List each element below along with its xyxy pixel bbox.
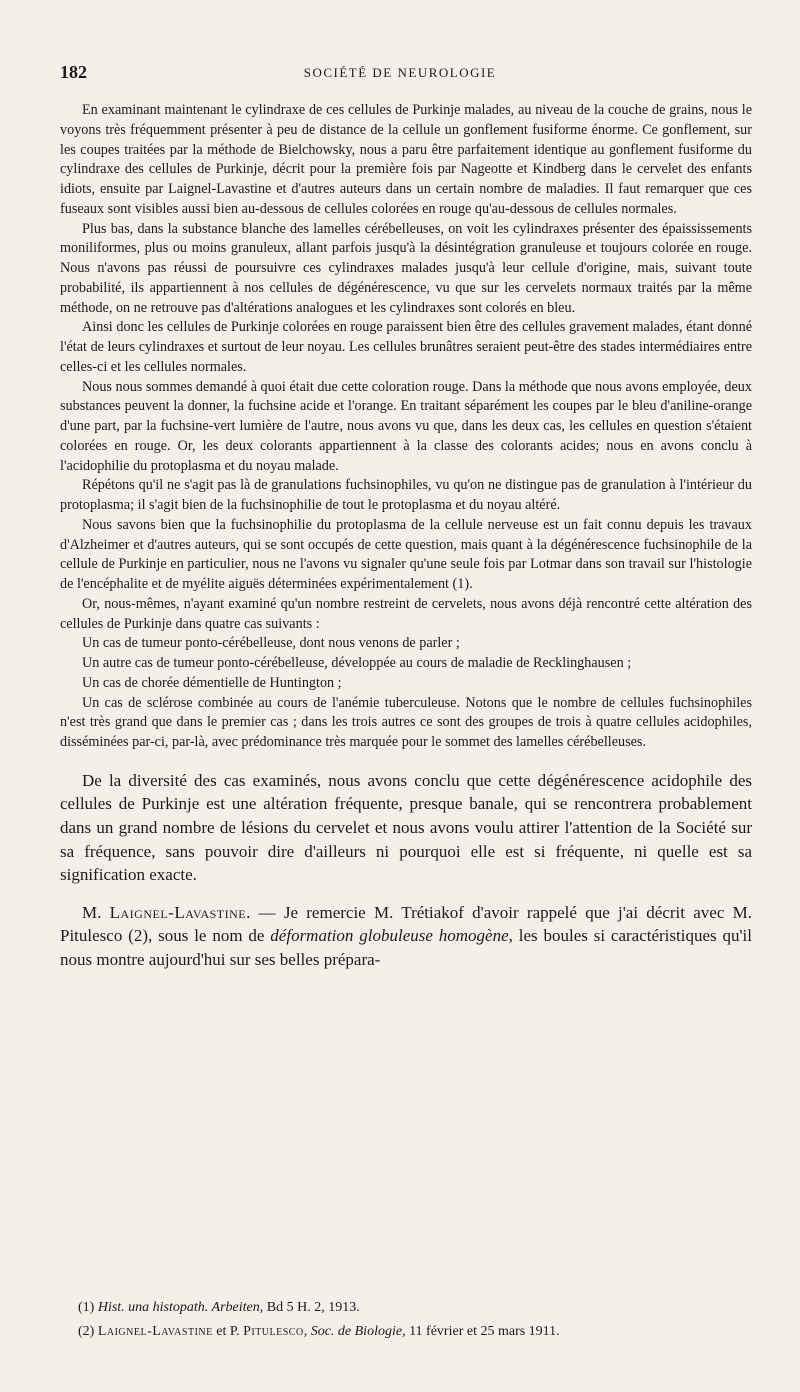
- footnote-author: Laignel-Lavastine: [97, 1324, 213, 1339]
- list-item: Un cas de chorée démentielle de Huntington ;: [82, 674, 342, 691]
- discussion-paragraph: [60, 901, 752, 972]
- paragraph: Ainsi donc les cellules de Purkinje colorées en rouge paraissent bien être des cellules gravement malades, étant donné l'état de leurs cylindraxes et surtout de leur noyau. Les cellules brunâtres seraient peut-être des stades intermédiaires entre celles-ci et les cellules normales.: [60, 319, 752, 375]
- paragraph: En examinant maintenant le cylindraxe de ces cellules de Purkinje malades, au niveau de la couche de grains, nous le voyons très fréquemment présenter à peu de distance de la cellule un gonflement fusiforme énorme. Ce gonflement, sur les coupes traitées par la méthode de Bielchowsky, nous a paru être parfaitement identique au gonflement fusiforme du cylindraxe des cellules de Purkinje, décrit pour la première fois par Nageotte et Kindberg dans le cervelet des enfants idiots, ensuite par Laignel-Lavastine et d'autres auteurs dans un certain nombre de maladies. Il faut remarquer que ces fuseaux sont visibles aussi bien au-dessous de cellules colorées en rouge qu'au-dessous de cellules normales.: [60, 102, 752, 217]
- footnote-text: , 11 février et 25 mars 1911.: [402, 1324, 560, 1339]
- footnote-text: et P.: [212, 1324, 244, 1339]
- footnote: [60, 1320, 752, 1344]
- page-header: [60, 62, 740, 86]
- speaker-name: Laignel-Lavastine: [109, 902, 247, 922]
- large-text-section: [60, 769, 752, 972]
- body-text: [60, 101, 752, 972]
- footnote-source: Soc. de Biologie: [310, 1324, 403, 1339]
- footnote-marker: (1): [78, 1300, 98, 1315]
- paragraph: Nous nous sommes demandé à quoi était due cette coloration rouge. Dans la méthode que nous avons employée, deux substances peuvent la donner, la fuchsine acide et l'orange. En traitant séparément les coupes par le bleu d'aniline-orange d'une part, par la fuchsine-vert lumière de l'autre, nous avons vu que, dans les deux cas, les cellules en question s'étaient colorées en rouge. Or, les deux colorants appartiennent à la classe des colorants acides; nous en avons conclu à l'acidophilie du protoplasma et du noyau malade.: [60, 378, 752, 474]
- paragraph: Or, nous-mêmes, n'ayant examiné qu'un nombre restreint de cervelets, nous avons déjà rencontré cette altération des cellules de Purkinje dans quatre cas suivants :: [60, 595, 752, 632]
- list-item: Un cas de tumeur ponto-cérébelleuse, dont nous venons de parler ;: [82, 635, 460, 652]
- conclusion-paragraph: De la diversité des cas examinés, nous avons conclu que cette dégénérescence acidophile des cellules de Purkinje est une altération fréquente, presque banale, qui se rencontrera probablement dans un grand nombre de lésions du cervelet et nous avons voulu attirer l'attention de la Société sur sa fréquence, sans pouvoir dire d'ailleurs ni pourquoi elle est si fréquente, ni quelle est sa signification exacte.: [60, 770, 752, 885]
- discussion-text: , les boules si caractéristiques qu'il nous montre aujourd'hui sur ses belles prépara-: [60, 926, 752, 969]
- footnote-text: , Bd 5 H. 2, 1913.: [259, 1300, 360, 1315]
- page-number: 182: [60, 62, 87, 82]
- speaker-prefix: M.: [82, 902, 110, 922]
- running-head: SOCIÉTÉ DE NEUROLOGIE: [303, 65, 497, 80]
- footnotes: [60, 1296, 752, 1344]
- footnote-text: ,: [303, 1324, 311, 1339]
- discussion-text: . — Je remercie M. Trétiakof d'avoir rappelé que j'ai décrit avec M. Pitulesco (2), sous le nom de: [60, 902, 752, 946]
- footnote-author: Pitulesco: [243, 1324, 304, 1339]
- footnote: [60, 1296, 752, 1320]
- small-text-section: [60, 101, 752, 753]
- footnote-marker: (2): [78, 1324, 98, 1339]
- paragraph: Plus bas, dans la substance blanche des lamelles cérébelleuses, on voit les cylindraxes présenter des épaississements moniliformes, plus ou moins granuleux, allant parfois jusqu'à la désintégration granuleuse et toujours colorée en rouge. Nous n'avons pas réussi de poursuivre ces cylindraxes malades jusqu'à leur cellule d'origine, mais, suivant toute probabilité, ils appartiennent à nos cellules de dégénérescence, vu que sur les cervelets normaux traités par la même méthode, on ne retrouve pas d'altérations analogues et les cylindraxes sont colorés en bleu.: [60, 220, 752, 316]
- paragraph: Nous savons bien que la fuchsinophilie du protoplasma de la cellule nerveuse est un fait connu depuis les travaux d'Alzheimer et d'autres auteurs, qui se sont occupés de cette question, mais quant à la dégénérescence fuchsinophile de la cellule de Purkinje en particulier, nous ne l'avons vu signaler qu'une seule fois par Lotmar dans son travail sur l'histologie de l'encéphalite et de myélite aiguës déterminées expérimentalement (1).: [60, 516, 752, 592]
- italic-term: déformation globuleuse homogène: [270, 926, 509, 946]
- list-item: Un autre cas de tumeur ponto-cérébelleuse, développée au cours de maladie de Recklinghausen ;: [82, 655, 632, 671]
- paragraph: Répétons qu'il ne s'agit pas là de granulations fuchsinophiles, vu qu'on ne distingue pas de granulation à l'intérieur du protoplasma; il s'agit bien de la fuchsinophilie de tout le protoplasma et du noyau altéré.: [60, 477, 752, 513]
- footnote-source: Hist. una histopath. Arbeiten: [97, 1300, 260, 1315]
- list-item: Un cas de sclérose combinée au cours de l'anémie tuberculeuse. Notons que le nombre de cellules fuchsinophiles n'est très grand que dans le premier cas ; dans les trois autres ce sont des groupes de trois à quatre cellules acidophiles, disséminées par-ci, par-là, avec prédominance très marquée pour le sommet des lamelles cérébelleuses.: [60, 694, 752, 750]
